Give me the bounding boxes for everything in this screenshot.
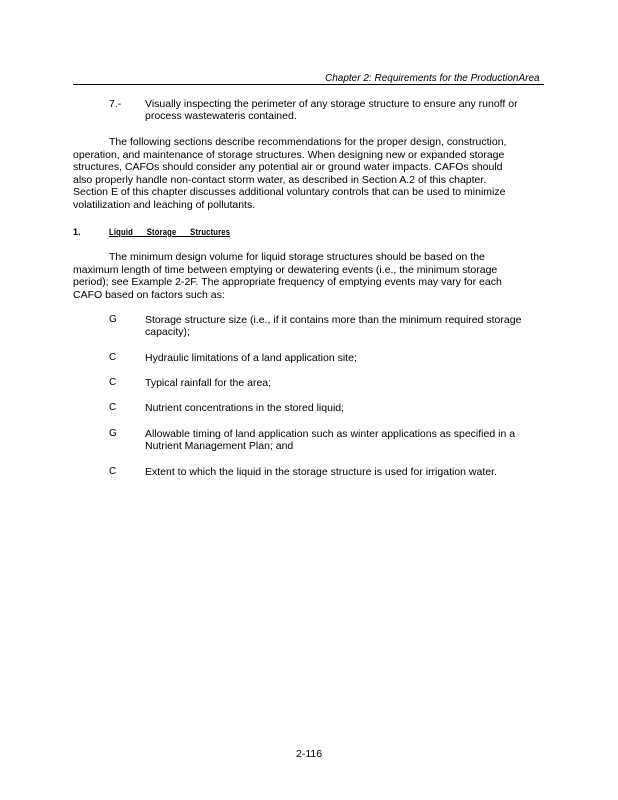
bullet-text-line-1: Storage structure size (i.e., if it contains more than the minimum required storage xyxy=(145,314,522,326)
bullet-text-line-1: Typical rainfall for the area; xyxy=(145,377,272,389)
bullet-text-line-2: capacity); xyxy=(145,326,190,338)
paragraph-1 xyxy=(73,136,545,211)
bullet-text-line-1: Nutrient concentrations in the stored liquid; xyxy=(145,402,345,414)
item-text-line-1: Visually inspecting the perimeter of any storage structure to ensure any runoff or xyxy=(145,98,518,110)
bullet-marker: C xyxy=(109,466,117,477)
bullet-marker: C xyxy=(109,377,117,388)
bullet-marker: G xyxy=(109,314,117,325)
paragraph-line: volatilization and leaching of pollutants. xyxy=(73,198,256,211)
paragraph-line: period); see Example 2-2F. The appropriate frequency of emptying events may vary for each xyxy=(73,276,502,288)
page-number: 2-116 xyxy=(296,748,323,760)
bullet-marker: G xyxy=(109,428,117,439)
section-number: 1. xyxy=(73,227,81,237)
paragraph-line: The minimum design volume for liquid storage structures should be based on the xyxy=(109,251,485,263)
paragraph-line: Section E of this chapter discusses additional voluntary controls that can be used to minimize xyxy=(73,186,506,198)
section-title: Liquid Storage Structures xyxy=(109,227,231,237)
paragraph-line: maximum length of time between emptying or dewatering events (i.e., the minimum storage xyxy=(73,263,498,276)
paragraph-line: also properly handle non-contact storm water, as described in Section A.2 of this chapter. xyxy=(73,173,487,186)
header-rule xyxy=(73,84,544,85)
paragraph-line: The following sections describe recommendations for the proper design, construction, xyxy=(109,136,507,148)
bullet-text-line-1: Extent to which the liquid in the storage structure is used for irrigation water. xyxy=(145,466,497,478)
bullet-text-line-2: Nutrient Management Plan; and xyxy=(145,440,294,452)
bullet-text-line-1: Hydraulic limitations of a land application site; xyxy=(145,352,357,364)
paragraph-line: structures, CAFOs should consider any potential air or ground water impacts. CAFOs should xyxy=(73,161,503,173)
item-number: 7.- xyxy=(109,98,122,110)
item-text-line-2: process wastewateris contained. xyxy=(145,110,297,122)
paragraph-2 xyxy=(73,251,545,301)
bullet-marker: C xyxy=(109,402,117,413)
paragraph-line: operation, and maintenance of storage structures. When designing new or expanded storage xyxy=(73,148,505,161)
chapter-header: Chapter 2: Requirements for the ProductionArea xyxy=(325,73,540,84)
bullet-text-line-1: Allowable timing of land application such as winter applications as specified in a xyxy=(145,428,516,440)
paragraph-line: CAFO based on factors such as: xyxy=(73,288,225,301)
bullet-marker: C xyxy=(109,352,117,363)
